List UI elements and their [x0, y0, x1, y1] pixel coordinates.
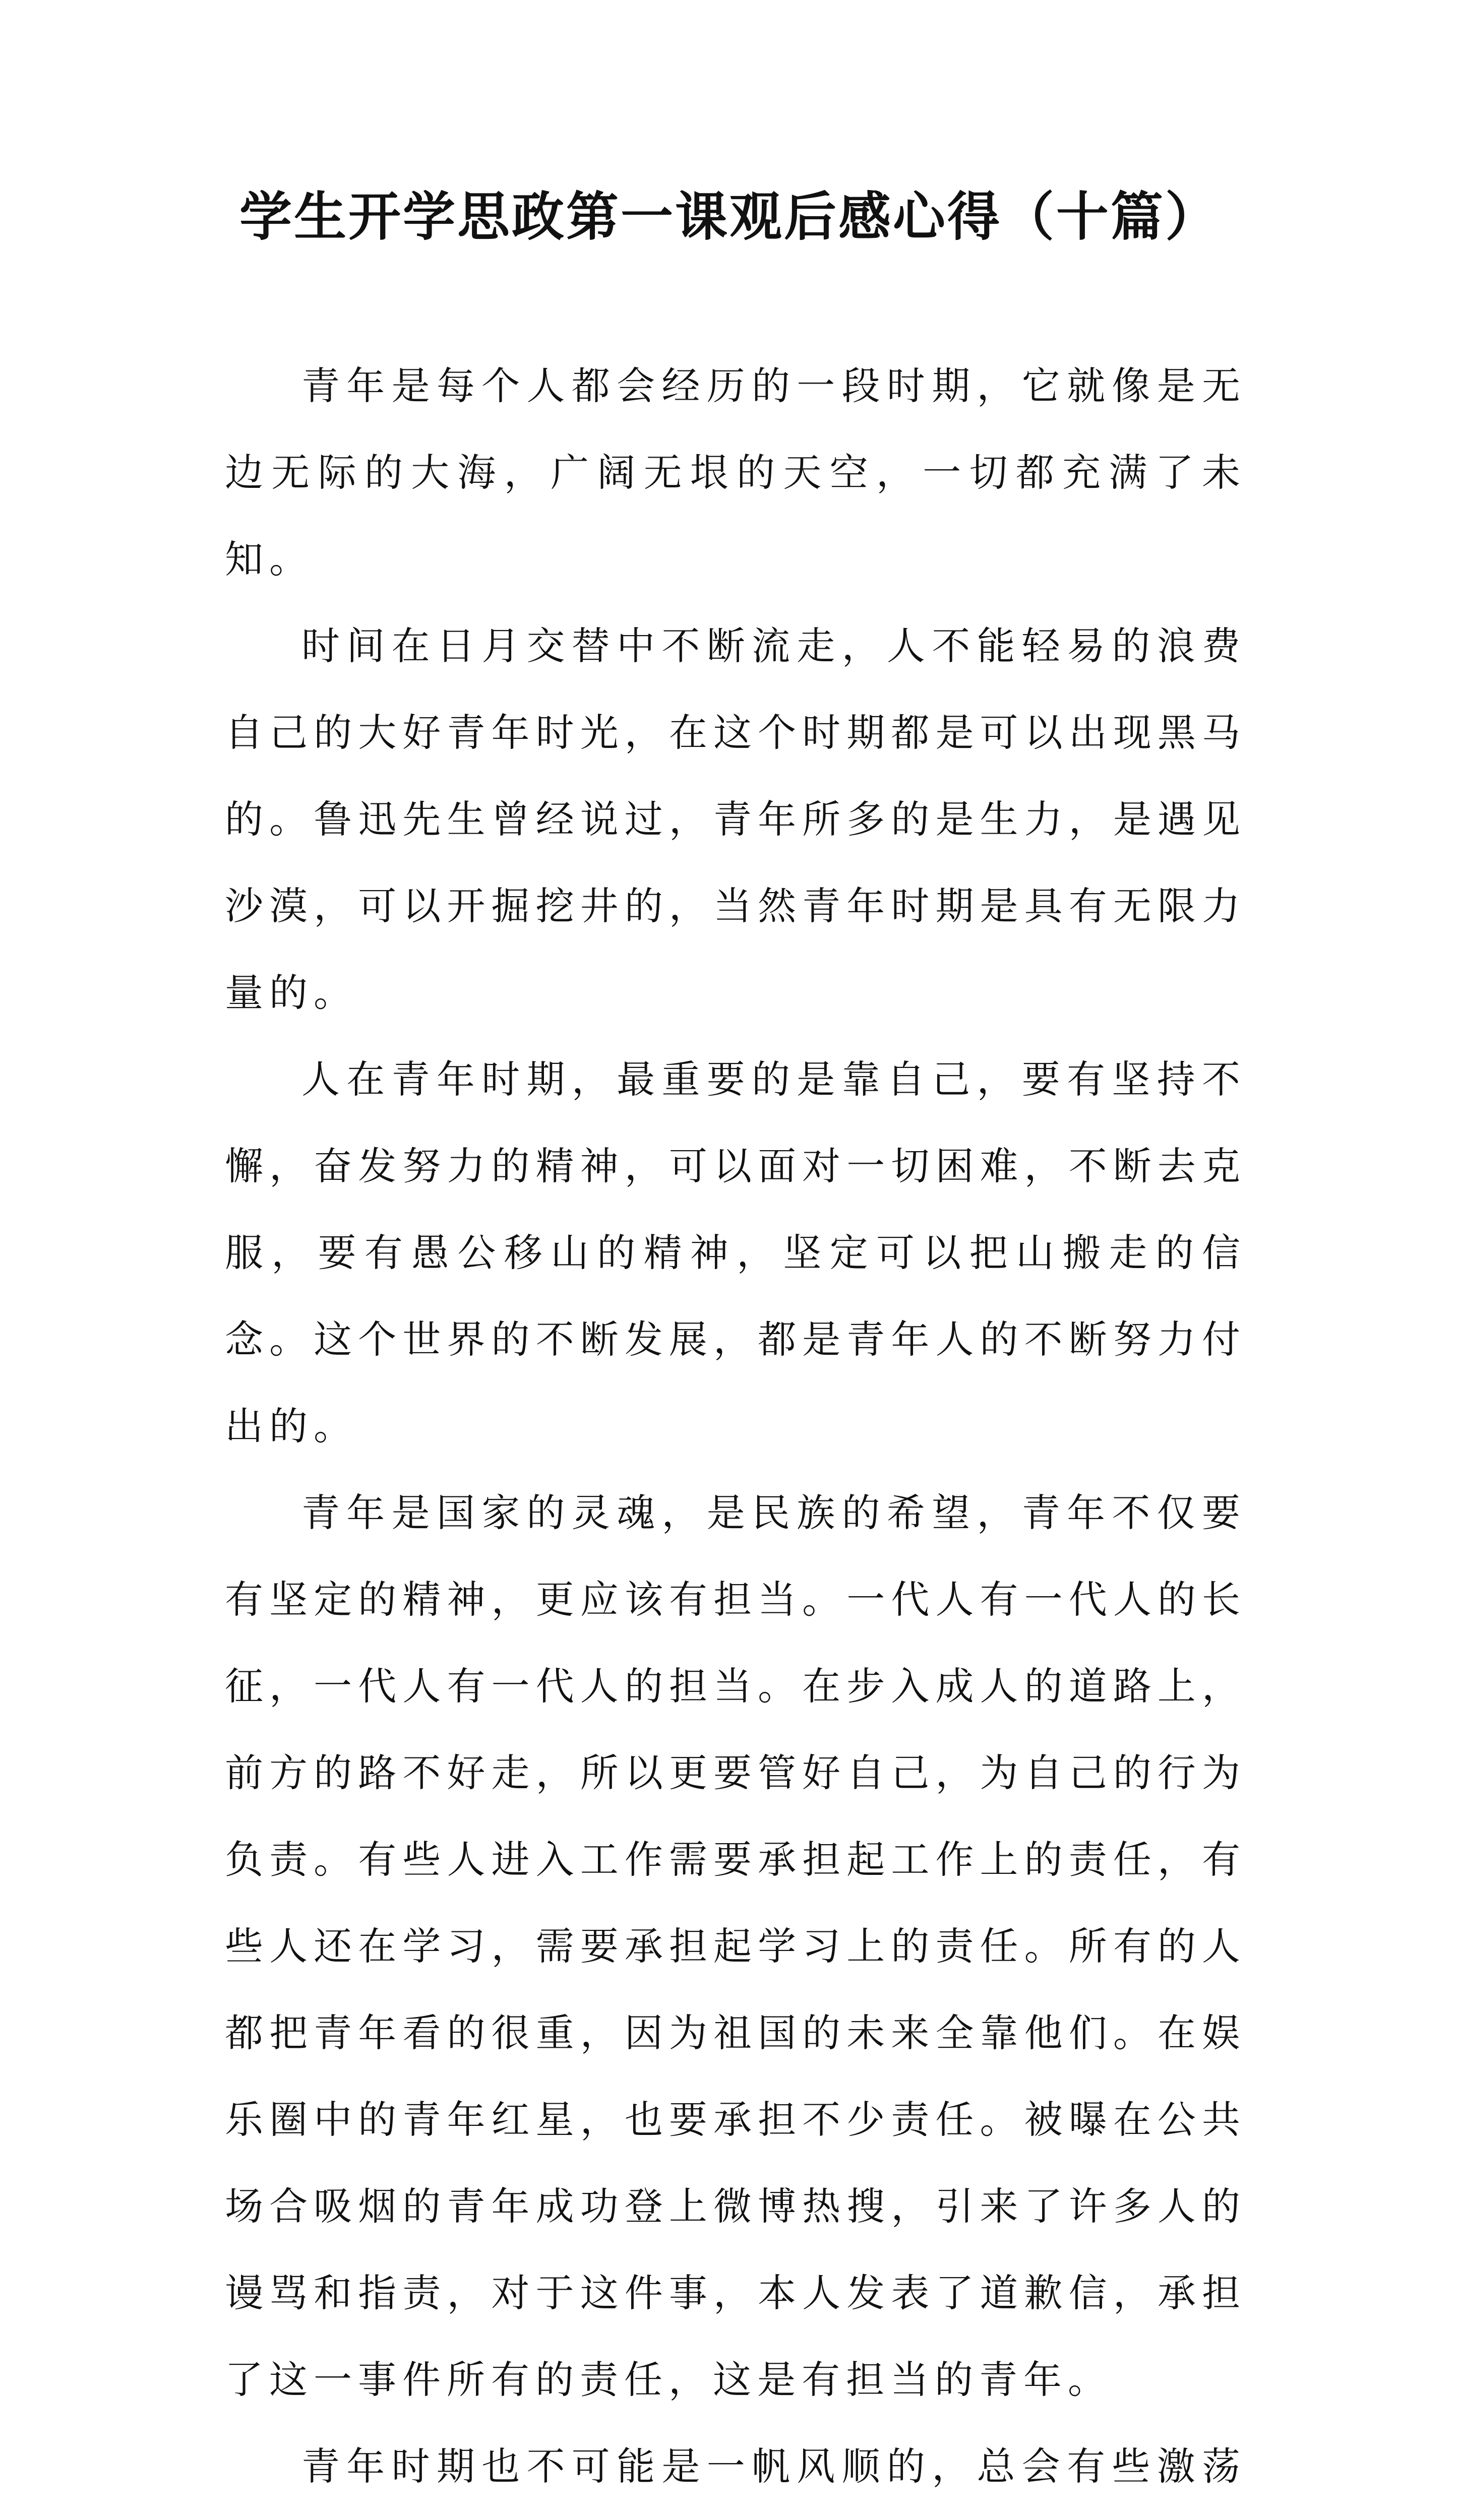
- paragraph: 青年是每个人都会经历的一段时期，它就像是无边无际的大海，广阔无垠的天空，一切都充满了未知。: [225, 363, 1246, 582]
- paragraph: 时间在日月交替中不断流走，人不能轻易的浪费自己的大好青年时光，在这个时期都是可以出现黑马的。鲁迅先生曾经说过，青年所多的是生力，是遇见沙漠，可以开掘挖井的，当然青年时期是具有无限力量的。: [225, 623, 1246, 1015]
- paragraph: 青年时期也不可能是一帆风顺的，总会有些激荡: [301, 2444, 1246, 2489]
- paragraph: 人在青年时期，最重要的是靠自己，要有坚持不懈，奋发努力的精神，可以面对一切困难，不断去克服，要有愚公移山的精神，坚定可以把山搬走的信念。这个世界的不断发展，都是青年人的不断努力付出的。: [225, 1057, 1246, 1448]
- document-title: 学生开学思政第一课观后感心得（十篇）: [239, 186, 1220, 247]
- paragraph: 青年是国家的灵魂，是民族的希望，青年不仅要有坚定的精神，更应该有担当。一代人有一代人的长征，一代人有一代人的担当。在步入成人的道路上，前方的路不好走，所以更要管好自己，为自己的行为负责。有些人进入工作需要承担起工作上的责任，有些人还在学习，需要承担起学习上的责任。所有的人都把青年看的很重，因为祖国的未来全靠他们。在娱乐圈中的青年红星，也要承担不少责任。被曝在公共场合吸烟的青年成功登上微博热搜，引来了许多人的谩骂和指责，对于这件事，本人发表了道歉信，承担了这一事件所有的责任，这是有担当的青年。: [225, 1490, 1246, 2402]
- document-body: [225, 343, 1246, 2520]
